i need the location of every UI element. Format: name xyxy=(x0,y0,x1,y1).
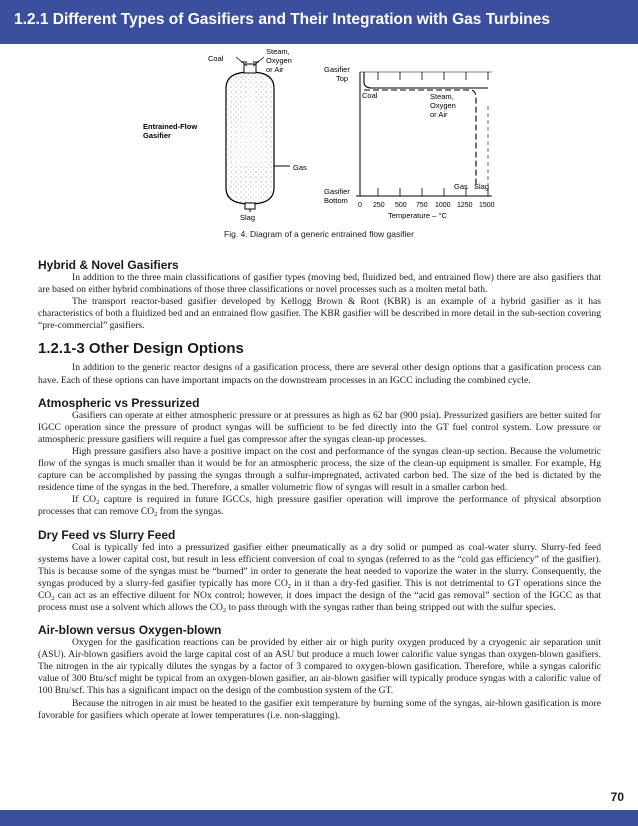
page-footer-bar xyxy=(0,810,638,826)
label-gasifier-top-1: Gasifier xyxy=(324,65,350,74)
page-body xyxy=(38,258,601,722)
paragraph: In addition to the generic reactor designs of a gasification process, there are several other design options that a gasification process can have. Each of these options can have important impacts on the downstream processes in an IGCC including the combined cycle. xyxy=(38,362,601,386)
paragraph: In addition to the three main classifications of gasifier types (moving bed, fluidized bed, and entrained flow) there are also gasifiers that are based on either hybrid combinations of those three classifications or novel processes such as a molten metal bath. xyxy=(38,272,601,296)
label-steam-3: or Air xyxy=(266,65,284,74)
tick-label: 1250 xyxy=(457,202,473,209)
label-gasifier-top-2: Top xyxy=(336,74,349,83)
label-steam-1: Steam, xyxy=(266,47,290,56)
tick-label: 1000 xyxy=(435,202,451,209)
label-gasifier-bottom-2: Bottom xyxy=(324,196,348,205)
label-chart-slag: Slag xyxy=(474,182,490,191)
tick-label: 750 xyxy=(416,202,428,209)
paragraph: Because the nitrogen in air must be heated to the gasifier exit temperature by burning some of the syngas, air-blown gasification is more favorable for gasifiers which operate at lower temperatures (i.e. non-slagging). xyxy=(38,697,601,721)
paragraph: Gasifiers can operate at either atmospheric pressure or at pressures as high as 62 bar (900 psia). Pressurized gasifiers are better suited for IGCC operation since the pressure of product syngas will be sufficient to be fed directly into the GT fuel control system. Low pressure or atmospheric pressure gasifiers will require a fuel gas compressor after the syngas clean-up processes. xyxy=(38,409,601,445)
label-entrained-1: Entrained-Flow xyxy=(143,122,198,131)
label-chart-steam-3: or Air xyxy=(430,110,448,119)
label-chart-coal: Coal xyxy=(362,91,378,100)
label-chart-gas: Gas xyxy=(454,182,468,191)
heading-air-blown: Air-blown versus Oxygen-blown xyxy=(38,623,222,638)
label-gas: Gas xyxy=(293,163,307,172)
tick-label: 250 xyxy=(373,202,385,209)
x-axis-label: Temperature – °C xyxy=(388,211,447,220)
paragraph: The transport reactor-based gasifier developed by Kellogg Brown & Root (KBR) is an example of a hybrid gasifier as it has characteristics of both a fluidized bed and an entrained flow gasifier. The KBR gasifier will be described in more detail in the sub-section covering “pre-commercial” gasifiers. xyxy=(38,296,602,332)
page-header-bar xyxy=(0,0,638,44)
figure-caption: Fig. 4. Diagram of a generic entrained flow gasifier xyxy=(224,229,414,239)
label-entrained-2: Gasifier xyxy=(143,131,171,140)
page-header-title: 1.2.1 Different Types of Gasifiers and Their Integration with Gas Turbines xyxy=(14,11,551,28)
label-slag: Slag xyxy=(240,213,256,222)
paragraph: If $CO_2$ capture is required in future IGCCs, high pressure gasifier operation will improve the performance of physical absorption processes that can remove $CO_2$ from the syngas. xyxy=(38,494,601,519)
heading-atmospheric: Atmospheric vs Pressurized xyxy=(38,395,200,410)
tick-label: 1500 xyxy=(479,202,495,209)
gasifier-diagram xyxy=(0,46,638,242)
label-gasifier-bottom-1: Gasifier xyxy=(324,187,350,196)
paragraph: Coal is typically fed into a pressurized gasifier either pneumatically as a dry solid or pumped as coal-water slurry. Slurry-fed feed systems have a lower capital cost, but result in less efficient conversion of coal to syngas (referred to as the “cold gas efficiency” of the gasifier). This is because some of the syngas must be “burned” in order to generate the heat needed to vaporize the water in the slurry. Consequently, the syngas produced by a slurry-fed gasifier typically has more $CO_2$ in it than a dry-fed gasifier. This is not detrimental to GT operations since the $CO_2$ can act as an effective diluent for NOx control; however, it does impact the design of the “acid gas removal” section of the IGCC as that process must use a solvent which allows the $CO_2$ to pass through with the syngas rather than being stripped out with the sulfur species. xyxy=(38,541,601,614)
label-chart-steam-1: Steam, xyxy=(430,92,454,101)
paragraph: Oxygen for the gasification reactions can be provided by either air or high purity oxygen produced by a cryogenic air separation unit (ASU). Air-blown gasifiers avoid the large capital cost of an ASU but produce a much lower calorific value syngas than oxygen-blown gasifiers. The nitrogen in the air typically dilutes the syngas by a factor of 3 compared to oxygen-blown gasification. Therefore, while a syngas calorific value of 300 Btu/scf might be typical from an oxygen-blown gasifier, an air-blown gasifier will typically produce syngas with a calorific value of 100 Btu/scf. This has a significant impact on the design of the combustion system of the GT. xyxy=(38,637,601,697)
heading-hybrid: Hybrid & Novel Gasifiers xyxy=(38,258,179,272)
heading-dry-feed: Dry Feed vs Slurry Feed xyxy=(38,527,176,542)
label-coal-top: Coal xyxy=(208,54,224,63)
paragraph: High pressure gasifiers also have a positive impact on the cost and performance of the syngas clean-up section. Because the volumetric flow of the syngas is much smaller than it would be for an atmospheric process, the size of the clean-up equipment is smaller. For example, Hg capture can be accomplished by passing the syngas through a sulfur-impregnated, activated carbon bed. The size of the bed is dictated by the residence time of the syngas in the bed. Therefore, a smaller volumetric flow of syngas will result in a smaller carbon bed. xyxy=(38,445,601,494)
entrained-flow-vessel xyxy=(226,62,274,209)
label-chart-steam-2: Oxygen xyxy=(430,101,456,110)
tick-label: 0 xyxy=(358,202,362,209)
label-steam-2: Oxygen xyxy=(266,56,292,65)
page-number: 70 xyxy=(610,790,624,804)
tick-label: 500 xyxy=(395,202,407,209)
heading-other-design-options: 1.2.1-3 Other Design Options xyxy=(38,340,244,358)
gasifier-figure xyxy=(0,46,638,242)
